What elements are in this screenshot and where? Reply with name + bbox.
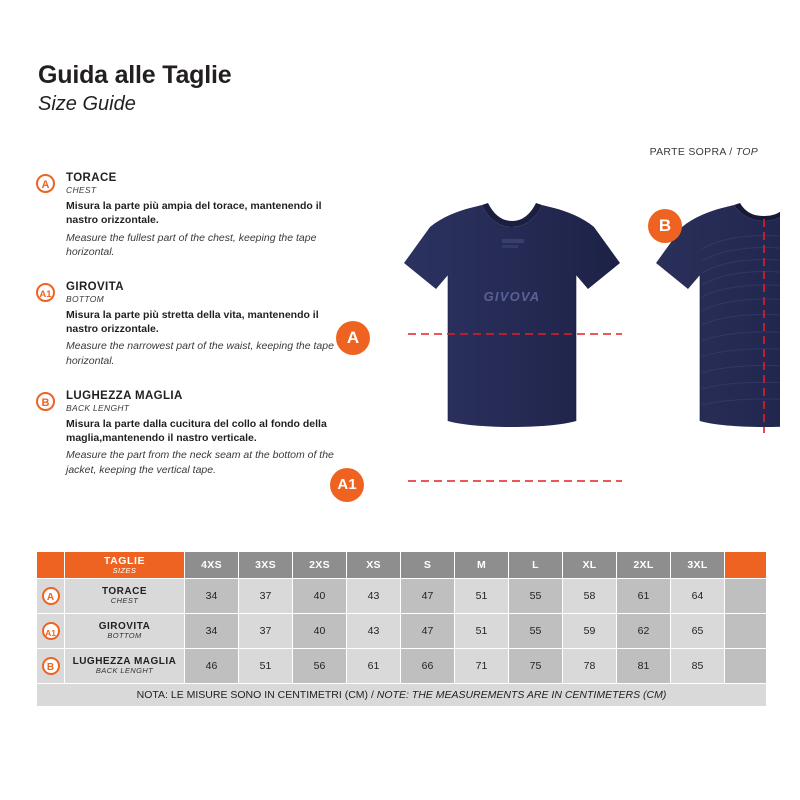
marker-b: B [648, 209, 682, 243]
cell-bottom-m: 51 [455, 614, 509, 649]
row-label-chest [65, 579, 185, 614]
cell-back-2xl: 81 [617, 649, 671, 684]
row-label-it-bottom: GIROVITA [98, 621, 151, 633]
header-size-s: S [401, 552, 455, 579]
cell-back-end [725, 649, 767, 684]
row-label-back-lenght [65, 649, 185, 684]
row-label-en-back-lenght: BACK LENGHT [95, 666, 154, 676]
header-badge-cell [37, 552, 65, 579]
page-title-en: Size Guide [38, 92, 136, 115]
table-row-bottom [37, 614, 767, 649]
legend-desc-it-bottom: Misura la parte più stretta della vita, mantenendo il nastro orizzontale. [66, 309, 319, 336]
brand-wordmark: GIVOVA [483, 289, 541, 304]
row-label-bottom [65, 614, 185, 649]
legend-name-en-bottom: BOTTOM [66, 294, 105, 305]
header-size-xl: XL [563, 552, 617, 579]
legend-badge-a: A [36, 174, 55, 193]
shirt-illustration [330, 185, 780, 535]
legend-badge-a1: A1 [36, 283, 55, 302]
cell-back-m: 71 [455, 649, 509, 684]
legend-name-en-back-lenght: BACK LENGHT [66, 403, 130, 414]
row-badge-a1: A1 [42, 622, 60, 640]
legend-desc-en-back-lenght: Measure the part from the neck seam at the bottom of the jacket, keeping the vertical tape. [66, 449, 334, 476]
header-size-2xl: 2XL [617, 552, 671, 579]
header-size-2xs: 2XS [293, 552, 347, 579]
shirt-front [404, 203, 622, 481]
cell-chest-xs: 43 [347, 579, 401, 614]
row-label-en-bottom: BOTTOM [107, 631, 142, 641]
cell-bottom-xs: 43 [347, 614, 401, 649]
table-note [37, 684, 767, 707]
header-size-3xs: 3XS [239, 552, 293, 579]
legend-name-it-chest: TORACE [66, 172, 117, 184]
cell-bottom-s: 47 [401, 614, 455, 649]
cell-chest-s: 47 [401, 579, 455, 614]
legend-desc-en-bottom: Measure the narrowest part of the waist, keeping the tape horizontal. [66, 340, 334, 367]
legend-desc-it-back-lenght: Misura la parte dalla cucitura del collo al fondo della maglia,mantenendo il nastro verticale. [66, 418, 327, 445]
legend-name-it-back-lenght: LUGHEZZA MAGLIA [66, 389, 183, 402]
cell-chest-3xl: 64 [671, 579, 725, 614]
legend-desc-en-chest: Measure the fullest part of the chest, keeping the tape horizontal. [66, 231, 317, 258]
header-title-en: SIZES [112, 565, 137, 575]
cell-back-xl: 78 [563, 649, 617, 684]
legend-list [36, 172, 336, 499]
header-size-m: M [455, 552, 509, 579]
cell-chest-m: 51 [455, 579, 509, 614]
header-size-3xl: 3XL [671, 552, 725, 579]
section-label-top [650, 146, 758, 158]
cell-chest-xl: 58 [563, 579, 617, 614]
row-label-it-back-lenght: LUGHEZZA MAGLIA [72, 656, 177, 668]
cell-bottom-3xl: 65 [671, 614, 725, 649]
legend-name-en-chest: CHEST [66, 185, 97, 196]
row-badge-b: B [42, 657, 60, 675]
cell-back-xs: 61 [347, 649, 401, 684]
header-end-cell [725, 552, 767, 579]
cell-bottom-3xs: 37 [239, 614, 293, 649]
legend-name-it-bottom: GIROVITA [66, 280, 124, 293]
cell-back-3xl: 85 [671, 649, 725, 684]
marker-a1: A1 [330, 468, 364, 502]
table-header-row [37, 552, 767, 579]
cell-chest-end [725, 579, 767, 614]
row-badge-a: A [42, 587, 60, 605]
cell-bottom-end [725, 614, 767, 649]
cell-chest-2xs: 40 [293, 579, 347, 614]
cell-back-s: 66 [401, 649, 455, 684]
table-row-back-lenght [37, 649, 767, 684]
cell-chest-4xs: 34 [185, 579, 239, 614]
legend-item-back-lenght [36, 390, 336, 477]
cell-chest-2xl: 61 [617, 579, 671, 614]
row-label-en-chest: CHEST [110, 596, 139, 606]
header-size-l: L [509, 552, 563, 579]
shirt-illustration-svg [330, 185, 780, 535]
row-badge-b-cell [37, 649, 65, 684]
table-note-it: NOTA: LE MISURE SONO IN CENTIMETRI (CM) / [136, 689, 374, 701]
cell-back-3xs: 51 [239, 649, 293, 684]
cell-bottom-xl: 59 [563, 614, 617, 649]
cell-bottom-2xs: 40 [293, 614, 347, 649]
cell-bottom-l: 55 [509, 614, 563, 649]
legend-item-chest [36, 172, 336, 259]
row-label-it-chest: TORACE [101, 586, 148, 598]
page-title-it: Guida alle Taglie [38, 61, 232, 89]
section-label-top-it: PARTE SOPRA / [649, 146, 733, 158]
legend-item-bottom [36, 281, 336, 368]
table-note-en: NOTE: THE MEASUREMENTS ARE IN CENTIMETERS (CM) [376, 689, 667, 701]
legend-desc-it-chest: Misura la parte più ampia del torace, mantenendo il nastro orizzontale. [66, 200, 322, 227]
header-size-4xs: 4XS [185, 552, 239, 579]
header-title-it: TAGLIE [103, 554, 146, 567]
row-badge-a1-cell [37, 614, 65, 649]
cell-bottom-4xs: 34 [185, 614, 239, 649]
cell-chest-l: 55 [509, 579, 563, 614]
cell-back-4xs: 46 [185, 649, 239, 684]
cell-chest-3xs: 37 [239, 579, 293, 614]
size-table [36, 551, 767, 707]
header-size-xs: XS [347, 552, 401, 579]
section-label-top-en: TOP [735, 146, 758, 158]
size-table-wrapper [36, 551, 766, 707]
table-note-row [37, 684, 767, 707]
header-title-cell [65, 552, 185, 579]
marker-a: A [336, 321, 370, 355]
legend-badge-b: B [36, 392, 55, 411]
table-row-chest [37, 579, 767, 614]
cell-back-2xs: 56 [293, 649, 347, 684]
cell-bottom-2xl: 62 [617, 614, 671, 649]
page-title [38, 62, 231, 116]
row-badge-a-cell [37, 579, 65, 614]
cell-back-l: 75 [509, 649, 563, 684]
